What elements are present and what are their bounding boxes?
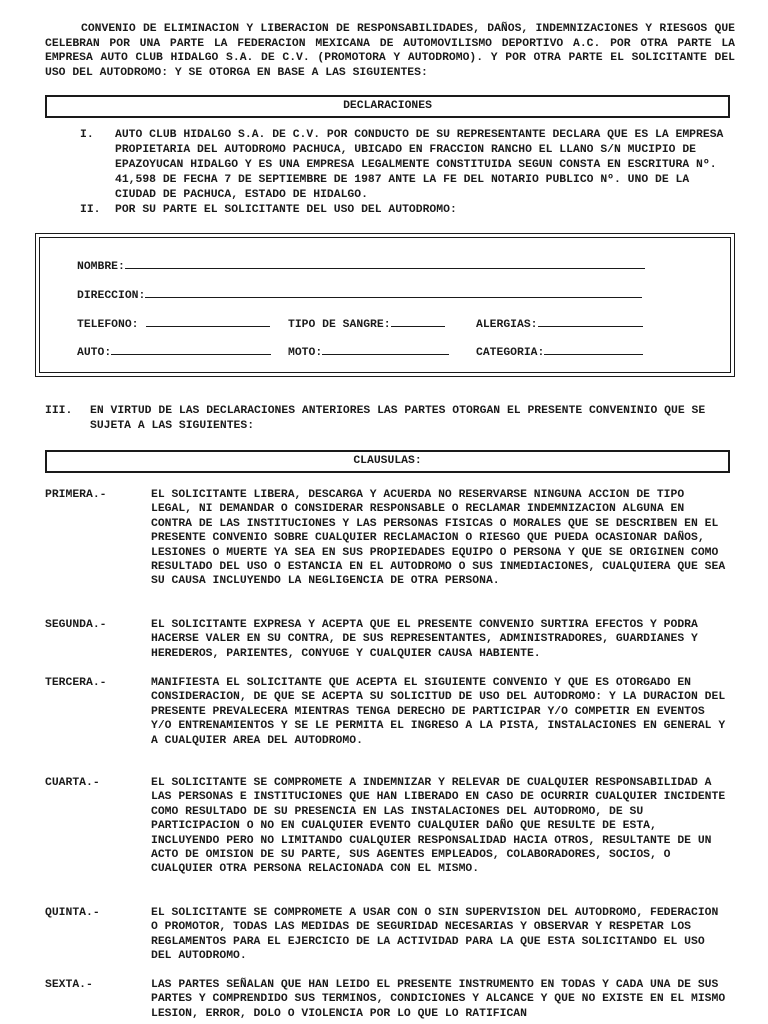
clausula-item [45, 488, 730, 589]
nombre-field[interactable] [77, 256, 645, 273]
tipo-sangre-blank-line[interactable] [391, 314, 445, 327]
clausula-title: QUINTA.- [45, 907, 100, 919]
clausula-text: LAS PARTES SEÑALAN QUE HAN LEIDO EL PRESENTE INSTRUMENTO EN TODAS Y CADA UNA DE SUS PARTES Y COMPRENDIDO SUS TERMINOS, CONDICIONES Y ALCANCE Y QUE NO EXISTE EN EL MISMO LESION, ERROR, DOLO O VIOLENCIA POR LO QUE LO RATIFICAN [151, 979, 726, 1020]
clausula-item [45, 906, 730, 964]
telefono-blank-line[interactable] [146, 314, 270, 327]
nombre-label: NOMBRE: [77, 261, 125, 273]
alergias-blank-line[interactable] [538, 314, 643, 327]
auto-field[interactable] [77, 342, 271, 359]
clausula-title: CUARTA.- [45, 777, 100, 789]
clausula-title: SEXTA.- [45, 979, 93, 991]
clausula-item [45, 618, 730, 661]
tipo-sangre-field[interactable] [288, 314, 445, 331]
clausula-text: MANIFIESTA EL SOLICITANTE QUE ACEPTA EL SIGUIENTE CONVENIO Y QUE ES OTORGADO EN CONSIDERACION, DE QUE SE ACEPTA SU SOLICITUD DE USO DEL AUTODROMO: Y LA DURACION DEL PRESENTE PREVALECERA MIENTRAS TENGA DERECHO DE PARTICIPAR Y/O COMPETIR EN EVENTOS Y/O ENTRENAMIENTOS Y SE LE PERMITA EL INGRESO A LA PISTA, INSTALACIONES EN GENERAL Y A CUALQUIER AREA DEL AUTODROMO. [151, 677, 726, 747]
alergias-label: ALERGIAS: [476, 319, 538, 331]
clausula-item [45, 776, 730, 877]
clausula-text: EL SOLICITANTE SE COMPROMETE A USAR CON O SIN SUPERVISION DEL AUTODROMO, FEDERACION O PROMOTOR, TODAS LAS MEDIDAS DE SEGURIDAD NECESARIAS Y OBSERVAR Y RESPETAR LOS REGLAMENTOS PARA EL EJERCICIO DE LA ACTIVIDAD PARA LA QUE ESTA SOLICITANDO EL USO DEL AUTODROMO. [151, 907, 719, 963]
declaracion-text: POR SU PARTE EL SOLICITANTE DEL USO DEL AUTODROMO: [115, 204, 457, 216]
categoria-field[interactable] [476, 342, 643, 359]
declaracion-number: I. [80, 129, 94, 141]
categoria-label: CATEGORIA: [476, 347, 545, 359]
direccion-label: DIRECCION: [77, 290, 146, 302]
clausula-title: TERCERA.- [45, 677, 107, 689]
moto-field[interactable] [288, 342, 449, 359]
declaracion-text: AUTO CLUB HIDALGO S.A. DE C.V. POR CONDUCTO DE SU REPRESENTANTE DECLARA QUE ES LA EMPRESA PROPIETARIA DEL AUTODROMO PACHUCA, UBICADO EN FRACCION RANCHO EL LLANO S/N MUCIPIO DE EPAZOYUCAN HIDALGO Y ES UNA EMPRESA LEGALMENTE CONSTITUIDA SEGUN CONSTA EN ESCRITURA Nº. 41,598 DE FECHA 7 DE SEPTIEMBRE DE 1987 ANTE LA FE DEL NOTARIO PUBLICO Nº. UNO DE LA CIUDAD DE PACHUCA, ESTADO DE HIDALGO. [115, 129, 724, 201]
declaracion-number: II. [80, 204, 101, 216]
declaracion-item [80, 128, 730, 203]
alergias-field[interactable] [476, 314, 643, 331]
declaraciones-heading: DECLARACIONES [45, 95, 730, 118]
telefono-label: TELEFONO: [77, 319, 139, 331]
moto-label: MOTO: [288, 347, 323, 359]
declaracion-number: III. [45, 405, 73, 417]
clausulas-heading: CLAUSULAS: [45, 450, 730, 473]
moto-blank-line[interactable] [322, 342, 449, 355]
declaracion-iii [45, 404, 735, 434]
categoria-blank-line[interactable] [544, 342, 643, 355]
auto-blank-line[interactable] [111, 342, 271, 355]
intro-paragraph: CONVENIO DE ELIMINACION Y LIBERACION DE RESPONSABILIDADES, DAÑOS, INDEMNIZACIONES Y RIESGOS QUE CELEBRAN POR UNA PARTE LA FEDERACION MEXICANA DE AUTOMOVILISMO DEPORTIVO A.C. POR OTRA PARTE LA EMPRESA AUTO CLUB HIDALGO S.A. DE C.V. (PROMOTORA Y AUTODROMO). Y POR OTRA PARTE EL SOLICITANTE DEL USO DEL AUTODROMO: Y SE OTORGA EN BASE A LAS SIGUIENTES: [45, 23, 735, 79]
direccion-field[interactable] [77, 285, 642, 302]
clausula-text: EL SOLICITANTE SE COMPROMETE A INDEMNIZAR Y RELEVAR DE CUALQUIER RESPONSABILIDAD A LAS PERSONAS E INSTITUCIONES QUE HAN LIBERADO EN CASO DE OCURRIR CUALQUIER INCIDENTE COMO RESULTADO DE SU PRESENCIA EN LAS INSTALACIONES DEL AUTODROMO, DE SU PARTICIPACION O NO EN CUALQUIER EVENTO CUALQUIER DAÑO QUE RESULTE DE ESTA, INCLUYENDO PERO NO LIMITANDO CUALQUIER RESPONSALIDAD HACIA OTROS, RESULTANTE DE UN ACTO DE OMISION DE SU PARTE, SUS AGENTES EMPLEADOS, COLABORADORES, SOCIOS, O CUALQUIER OTRA PERSONA RELACIONADA CON EL MISMO. [151, 777, 726, 876]
clausula-item [45, 978, 730, 1021]
direccion-blank-line[interactable] [145, 285, 642, 298]
declaracion-item [80, 203, 730, 218]
auto-label: AUTO: [77, 347, 112, 359]
clausula-text: EL SOLICITANTE LIBERA, DESCARGA Y ACUERDA NO RESERVARSE NINGUNA ACCION DE TIPO LEGAL, NI DEMANDAR O CONSIDERAR RESPONSABLE O RECLAMAR INDEMNIZACION ALGUNA EN CONTRA DE LAS INSTITUCIONES Y LAS PERSONAS FISICAS O MORALES QUE SE DESCRIBEN EN EL PRESENTE CONVENIO SOBRE CUALQUIER RECLAMACION O RIESGO QUE PUEDA OCASIONAR DAÑOS, LESIONES O MUERTE YA SEA EN SUS PROPIEDADES EQUIPO O PERSONA Y QUE SE ORIGINEN COMO RESULTADO DEL USO O ESTANCIA EN EL AUTODROMO O SUS INMEDIACIONES, CUALQUIERA QUE SEA SU CAUSA INCLUYENDO LA NEGLIGENCIA DE OTRA PERSONA. [151, 489, 726, 588]
clausula-item [45, 676, 730, 748]
nombre-blank-line[interactable] [125, 256, 645, 269]
telefono-field[interactable] [77, 314, 270, 331]
declaracion-text: EN VIRTUD DE LAS DECLARACIONES ANTERIORES LAS PARTES OTORGAN EL PRESENTE CONVENINIO QUE SE SUJETA A LAS SIGUIENTES: [90, 405, 706, 432]
clausula-text: EL SOLICITANTE EXPRESA Y ACEPTA QUE EL PRESENTE CONVENIO SURTIRA EFECTOS Y PODRA HACERSE VALER EN SU CONTRA, DE SUS REPRESENTANTES, ADMINISTRADORES, GUARDIANES Y HEREDEROS, PARIENTES, CONYUGE Y CUALQUIER CAUSA HABIENTE. [151, 619, 698, 660]
clausula-title: SEGUNDA.- [45, 619, 107, 631]
clausula-title: PRIMERA.- [45, 489, 107, 501]
tipo-sangre-label: TIPO DE SANGRE: [288, 319, 391, 331]
